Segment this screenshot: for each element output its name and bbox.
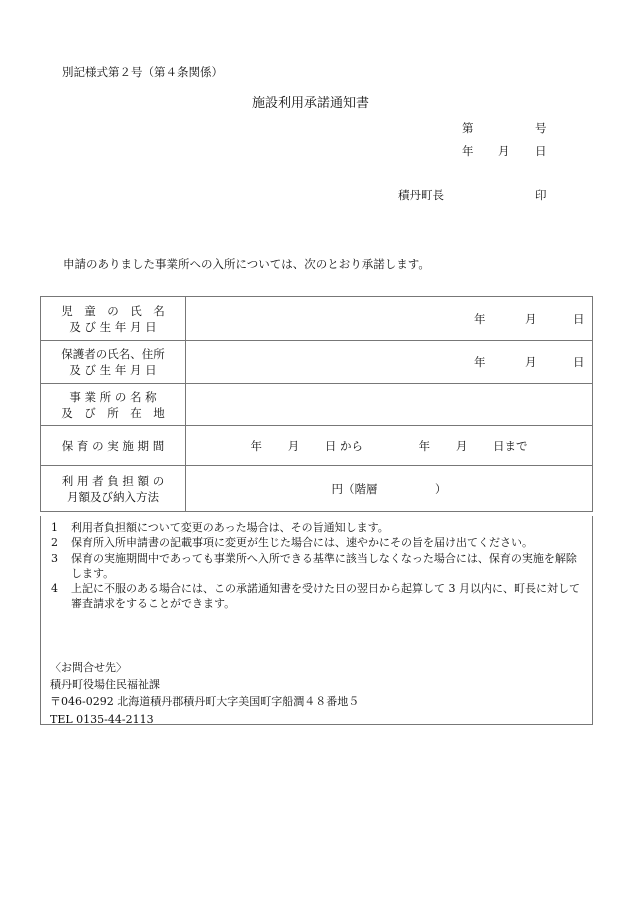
fee-label-line2: 月額及び納入方法 [67, 489, 159, 504]
guardian-label-line1: 保護者の氏名、住所 [61, 347, 165, 361]
note-text: 保育の実施期間中であっても事業所へ入所できる基準に該当しなくなった場合には、保育の実施を解除します。 [71, 552, 577, 580]
note-text: 上記に不服のある場合には、この承諾通知書を受けた日の翌日から起算して 3 月以内に、町長に対して審査請求をすることができます。 [71, 582, 580, 610]
table-row-period [41, 426, 593, 466]
fee-text: 円（階層 ） [331, 481, 447, 496]
period-to-day: 日まで [492, 438, 528, 453]
seal-mark: 印 [535, 188, 547, 202]
notes-box [40, 516, 593, 725]
contact-address: 〒046-0292 北海道積丹郡積丹町大字美国町字船澗４８番地５ [50, 695, 360, 708]
table-row-facility [41, 384, 593, 426]
period-from-day: 日 から [324, 438, 363, 453]
facility-label-line2: 及 び 所 在 地 [61, 405, 165, 420]
fee-label-line1: 利 用 者 負 担 額 の [61, 473, 165, 488]
issuer-name: 積丹町長 [398, 188, 444, 202]
issue-month-label: 月 [498, 144, 510, 158]
note-number: 1 [51, 521, 58, 534]
facility-label-line1: 事 業 所 の 名 称 [69, 389, 157, 404]
table-row-fee [41, 466, 593, 512]
fee-label [41, 466, 186, 512]
document-title: 施設利用承諾通知書 [252, 96, 370, 111]
form-id: 別記様式第２号（第４条関係） [62, 65, 223, 79]
facility-value [186, 384, 593, 426]
guardian-label [41, 341, 186, 384]
guardian-birth-day: 日 [573, 355, 585, 369]
table-row-guardian [41, 341, 593, 384]
period-to-year: 年 [418, 438, 431, 453]
note-number: 2 [51, 536, 58, 549]
guardian-value [186, 341, 593, 384]
note-item [51, 581, 586, 611]
period-from-month: 月 [287, 438, 300, 453]
period-to-month: 月 [455, 438, 468, 453]
facility-label [41, 384, 186, 426]
note-item [51, 520, 586, 535]
note-text: 保育所入所申請書の記載事項に変更が生じた場合には、速やかにその旨を届け出てください。 [71, 536, 533, 549]
child-birth-month: 月 [525, 311, 537, 326]
contact-office: 積丹町役場住民福祉課 [50, 678, 160, 691]
intro-text: 申請のありました事業所への入所については、次のとおり承諾します。 [63, 257, 430, 271]
guardian-birth-month: 月 [525, 355, 537, 369]
child-birth-day: 日 [573, 311, 585, 326]
child-birth-year: 年 [474, 311, 486, 326]
child-label-line1: 児 童 の 氏 名 [61, 303, 165, 318]
contact-heading: 〈お問合せ先〉 [50, 661, 127, 674]
number-suffix: 号 [535, 121, 547, 135]
guardian-birth-year: 年 [474, 355, 486, 369]
child-label-line2: 及 び 生 年 月 日 [69, 319, 157, 334]
contact-tel: TEL 0135-44-2113 [50, 713, 154, 726]
issue-day-label: 日 [535, 144, 547, 158]
number-prefix: 第 [462, 121, 474, 135]
guardian-label-line2: 及 び 生 年 月 日 [69, 363, 157, 377]
table-row-child [41, 297, 593, 341]
period-from-year: 年 [250, 438, 263, 453]
issue-year-label: 年 [462, 144, 474, 158]
note-item [51, 551, 586, 581]
note-number: 4 [51, 582, 58, 595]
note-text: 利用者負担額について変更のあった場合は、その旨通知します。 [71, 521, 389, 534]
approval-table [40, 296, 593, 512]
child-label [41, 297, 186, 341]
note-item [51, 535, 586, 550]
period-label: 保 育 の 実 施 期 間 [41, 426, 186, 466]
period-value [186, 426, 593, 466]
child-value [186, 297, 593, 341]
note-number: 3 [51, 552, 58, 565]
fee-value [186, 466, 593, 512]
